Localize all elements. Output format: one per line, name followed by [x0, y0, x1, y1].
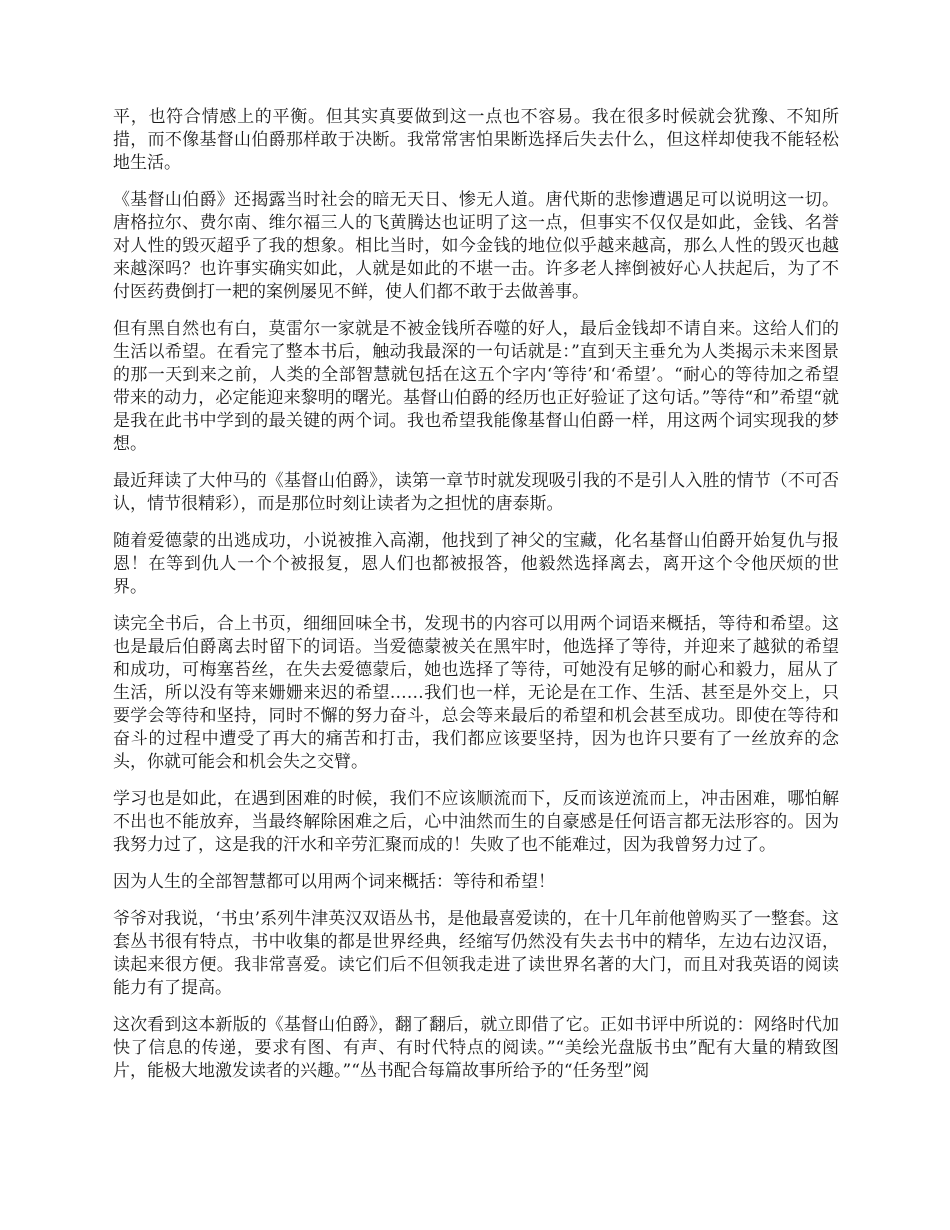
document-body: [113, 106, 839, 1097]
paragraph: 但有黑自然也有白，莫雷尔一家就是不被金钱所吞噬的好人，最后金钱却不请自来。这给人们的生活以希望。在看完了整本书后，触动我最深的一句话就是：”直到天主垂允为人类揭示未来图景的那一天到来之前，人类的全部智慧就包括在这五个字内‘等待’和‘希望’。“耐心的等待加之希望带来的动力，必定能迎来黎明的曙光。基督山伯爵的经历也正好验证了这句话。”等待“和”希望“就是我在此书中学到的最关键的两个词。我也希望我能像基督山伯爵一样，用这两个词实现我的梦想。: [113, 319, 839, 454]
paragraph: 因为人生的全部智慧都可以用两个词来概括：等待和希望！: [113, 872, 555, 892]
paragraph: 爷爷对我说，‘书虫’系列牛津英汉双语丛书，是他最喜爱读的，在十几年前他曾购买了一整套。这套丛书很有特点，书中收集的都是世界经典，经缩写仍然没有失去书中的精华，左边右边汉语，读起来很方便。我非常喜爱。读它们后不但领我走进了读世界名著的大门，而且对我英语的阅读能力有了提高。: [113, 909, 839, 998]
paragraph: 读完全书后，合上书页，细细回味全书，发现书的内容可以用两个词语来概括，等待和希望。这也是最后伯爵离去时留下的词语。当爱德蒙被关在黑牢时，他选择了等待，并迎来了越狱的希望和成功，可梅塞苔丝，在失去爱德蒙后，她也选择了等待，可她没有足够的耐心和毅力，屈从了生活，所以没有等来姗姗来迟的希望……我们也一样，无论是在工作、生活、甚至是外交上，只要学会等待和坚持，同时不懈的努力奋斗，总会等来最后的希望和机会甚至成功。即使在等待和奋斗的过程中遭受了再大的痛苦和打击，我们都应该要坚持，因为也许只要有了一丝放弃的念头，你就可能会和机会失之交臂。: [113, 614, 839, 772]
paragraph: 随着爱德蒙的出逃成功，小说被推入高潮，他找到了神父的宝藏，化名基督山伯爵开始复仇与报恩！在等到仇人一个个被报复，恩人们也都被报答，他毅然选择离去，离开这个令他厌烦的世界。: [113, 531, 839, 597]
paragraph: 《基督山伯爵》还揭露当时社会的暗无天日、惨无人道。唐代斯的悲惨遭遇足可以说明这一切。唐格拉尔、费尔南、维尔福三人的飞黄腾达也证明了这一点，但事实不仅仅是如此，金钱、名誉对人性的毁灭超乎了我的想象。相比当时，如今金钱的地位似乎越来越高，那么人性的毁灭也越来越深吗？也许事实确实如此，人就是如此的不堪一击。许多老人摔倒被好心人扶起后，为了不付医药费倒打一耙的案例屡见不鲜，使人们都不敢于去做善事。: [113, 190, 839, 302]
paragraph: 学习也是如此，在遇到困难的时候，我们不应该顺流而下，反而该逆流而上，冲击困难，哪怕解不出也不能放弃，当最终解除困难之后，心中油然而生的自豪感是任何语言都无法形容的。因为我努力过了，这是我的汗水和辛劳汇聚而成的！失败了也不能难过，因为我曾努力过了。: [113, 789, 839, 855]
paragraph: 这次看到这本新版的《基督山伯爵》，翻了翻后，就立即借了它。正如书评中所说的：网络时代加快了信息的传递，要求有图、有声、有时代特点的阅读。”“美绘光盘版书虫”配有大量的精致图片，能极大地激发读者的兴趣。”“丛书配合每篇故事所给予的“任务型”阅: [113, 1015, 839, 1081]
paragraph: 最近拜读了大仲马的《基督山伯爵》，读第一章节时就发现吸引我的不是引人入胜的情节（不可否认，情节很精彩），而是那位时刻让读者为之担忧的唐泰斯。: [113, 471, 839, 514]
paragraph: 平，也符合情感上的平衡。但其实真要做到这一点也不容易。我在很多时候就会犹豫、不知所措，而不像基督山伯爵那样敢于决断。我常常害怕果断选择后失去什么，但这样却使我不能轻松地生活。: [113, 107, 839, 173]
